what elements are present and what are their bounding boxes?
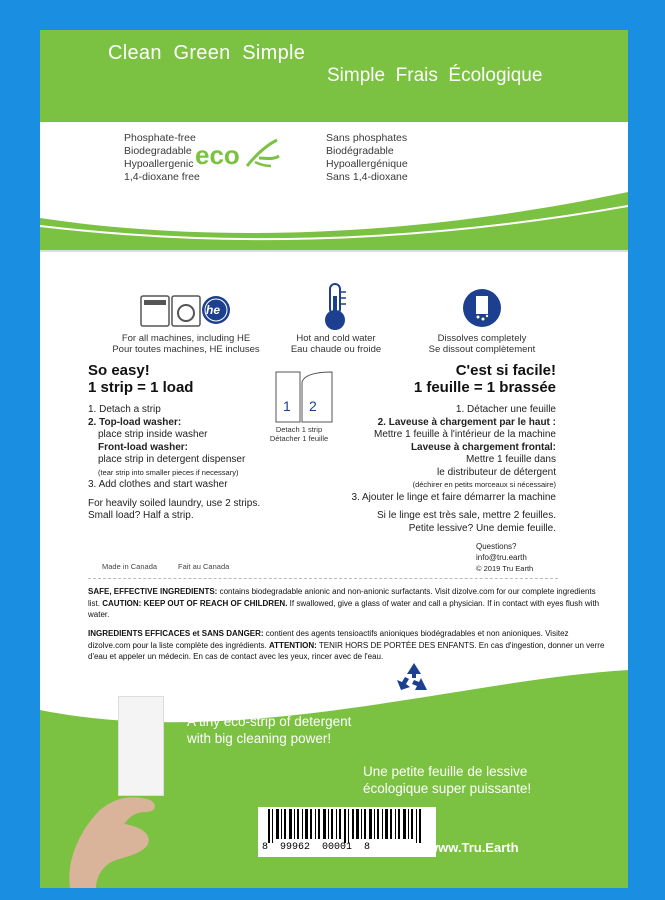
promo-en — [187, 713, 351, 747]
promo-line: Une petite feuille de lessive — [363, 764, 528, 779]
contact-question: Questions? — [476, 542, 517, 551]
he-badge: he — [206, 303, 221, 317]
steps-en — [88, 404, 260, 523]
tip-1: For heavily soiled laundry, use 2 strips. — [88, 497, 261, 509]
title-line: 1 feuille = 1 brassée — [413, 379, 556, 396]
promo-line: A tiny eco-strip of detergent — [187, 714, 352, 729]
feature-machines — [101, 333, 271, 355]
claims-flap — [40, 122, 628, 250]
claim-line: Hypoallergenic — [124, 158, 194, 170]
barcode-bars — [262, 809, 432, 843]
step-3: 3. Add clothes and start washer — [88, 479, 228, 490]
strip-diagram — [272, 368, 336, 424]
tagline-en: Clean Green Simple — [108, 42, 306, 64]
legal-body: contient des agents tensioactifs anioniques biodégradables et non anioniques. Visitez dizolve.com pour la liste complète des ingrédients. — [88, 629, 569, 650]
feature-text-en: Dissolves completely — [437, 333, 527, 344]
header-band — [40, 30, 628, 130]
step-2d: le distributeur de détergent — [437, 466, 556, 478]
step-2b: Front-load washer: — [98, 441, 189, 453]
tagline-fr: Simple Frais Écologique — [327, 65, 543, 86]
copyright: © 2019 Tru Earth — [476, 564, 534, 573]
step-2a: Mettre 1 feuille à l'intérieur de la machine — [373, 429, 556, 440]
legal-tail: TENIR HORS DE PORTÉE DES ENFANTS. En cas d'ingestion, donner un verre d'eau et appeler un médecin. En cas de contact avec les yeux, rincer avec de l'eau. — [88, 640, 605, 661]
contact-block — [476, 541, 533, 574]
strip-label — [254, 425, 344, 443]
legal-body: contains biodegradable anionic and non-anionic surfactants. Visit dizolve.com for our complete ingredients list. — [88, 587, 596, 608]
barcode-digits: 8 99962 00001 8 — [262, 842, 371, 853]
step-2c: Mettre 1 feuille dans — [465, 454, 556, 465]
step-3: 3. Ajouter le linge et faire démarrer la machine — [351, 491, 556, 503]
step-1: 1. Detach a strip — [88, 404, 161, 415]
step-2: 2. Top-load washer: — [88, 416, 182, 428]
legal-heading: INGREDIENTS EFFICACES et SANS DANGER: — [88, 629, 264, 638]
made-in-en: Made in Canada — [102, 562, 158, 571]
leaf-icon — [245, 136, 281, 170]
claim-line: Sans 1,4-dioxane — [326, 171, 408, 183]
website-url[interactable]: www.Tru.Earth — [428, 840, 519, 855]
eco-logo: eco — [195, 140, 240, 170]
claim-line: Biodégradable — [326, 145, 394, 157]
step-2: 2. Laveuse à chargement par le haut : — [377, 416, 556, 428]
tip-2: Small load? Half a strip. — [88, 510, 194, 521]
feature-text-fr: Se dissout complètement — [428, 344, 536, 355]
promo-fr — [363, 763, 531, 797]
title-line: C'est si facile! — [455, 362, 556, 379]
legal-en — [88, 586, 608, 621]
legal-heading: SAFE, EFFECTIVE INGREDIENTS: — [88, 587, 218, 596]
feature-dissolve — [397, 333, 567, 355]
step-1: 1. Détacher une feuille — [455, 404, 556, 415]
steps-fr — [351, 404, 556, 535]
barcode — [258, 807, 436, 857]
feature-water — [251, 333, 421, 355]
feature-text-fr: Eau chaude ou froide — [290, 344, 382, 355]
promo-line: with big cleaning power! — [187, 731, 332, 746]
legal-caution: CAUTION: KEEP OUT OF REACH OF CHILDREN. — [102, 598, 288, 608]
product-package-back — [40, 30, 628, 888]
title-line: 1 strip = 1 load — [88, 379, 194, 396]
thermometer-icon — [318, 282, 352, 332]
feature-text-en: Hot and cold water — [296, 333, 376, 344]
claim-line: Phosphate-free — [124, 132, 196, 144]
strip-label-en: Detach 1 strip — [275, 425, 323, 434]
hand-image — [60, 760, 170, 888]
claim-line: 1,4-dioxane free — [124, 171, 200, 183]
step-2c: place strip in detergent dispenser — [98, 454, 246, 465]
strip-label-fr: Détacher 1 feuille — [269, 434, 329, 443]
claim-line: Biodegradable — [124, 145, 192, 157]
step-2b: Laveuse à chargement frontal: — [410, 441, 556, 453]
contact-email[interactable]: info@tru.earth — [476, 553, 527, 562]
feature-text-en: For all machines, including HE — [121, 333, 251, 344]
feature-text-fr: Pour toutes machines, HE incluses — [112, 344, 260, 355]
legal-caution: ATTENTION: — [268, 640, 317, 650]
made-in-fr: Fait au Canada — [178, 562, 230, 571]
tip-2: Petite lessive? Une demie feuille. — [408, 522, 556, 534]
claims-fr — [326, 132, 408, 184]
claim-line: Hypoallergénique — [326, 158, 408, 170]
legal-fr — [88, 628, 608, 663]
step-2e: (déchirer en petits morceaux si nécessaire) — [412, 480, 556, 489]
claim-line: Sans phosphates — [326, 132, 408, 144]
title-line: So easy! — [88, 362, 150, 379]
instructions-title-fr — [414, 362, 556, 396]
dissolve-icon — [462, 288, 502, 328]
promo-line: écologique super puissante! — [363, 781, 532, 796]
claims-en — [124, 132, 200, 184]
step-2a: place strip inside washer — [98, 429, 208, 440]
instructions-title-en — [88, 362, 193, 396]
flap-edge — [40, 250, 628, 252]
strip-number-2: 2 — [309, 398, 317, 414]
step-2d: (tear strip into smaller pieces if necessary) — [98, 467, 239, 477]
divider — [88, 578, 558, 579]
tip-1: Si le linge est très sale, mettre 2 feuilles. — [377, 510, 556, 521]
strip-number-1: 1 — [283, 398, 291, 414]
legal-tail: If swallowed, give a glass of water and call a physician. If in contact with eyes flush with water. — [88, 598, 600, 619]
